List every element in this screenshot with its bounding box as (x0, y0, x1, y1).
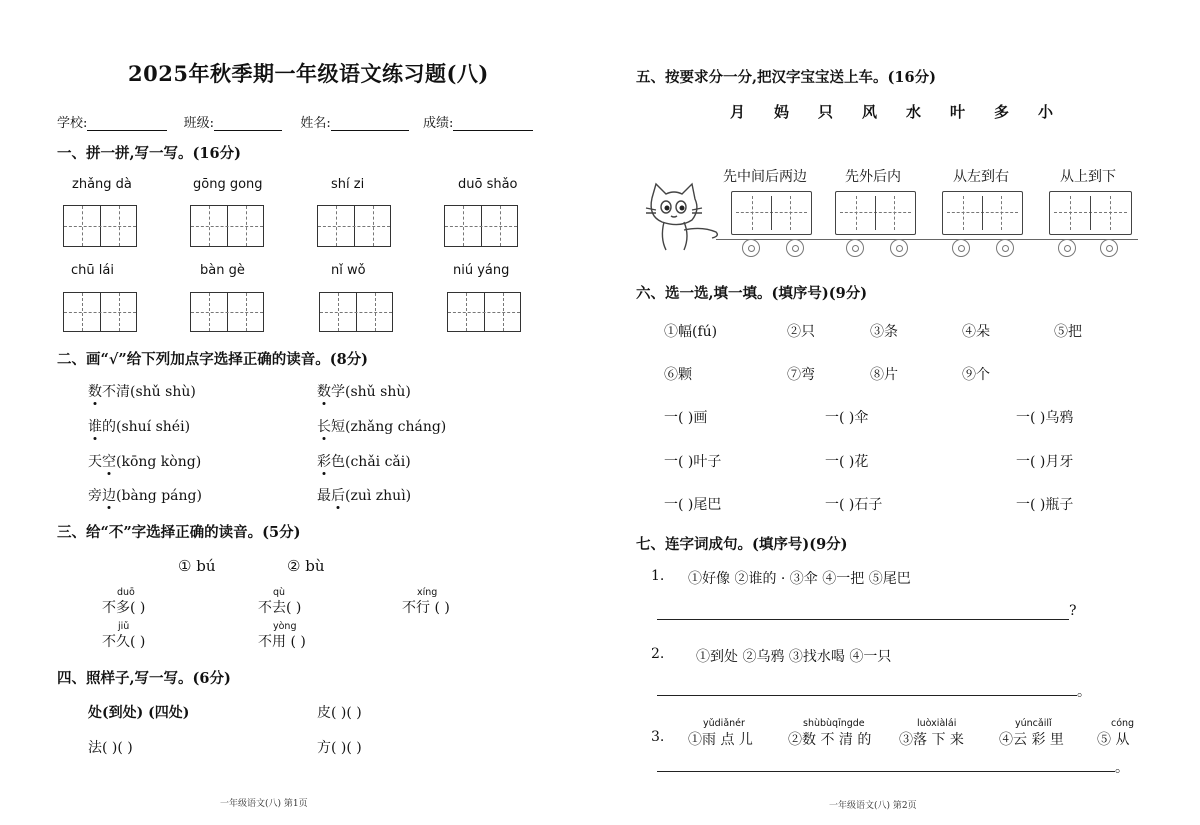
q3-answer-line[interactable] (657, 771, 1115, 772)
q3-pinyin-3: luòxiàlái (917, 718, 957, 729)
train-car-3[interactable] (942, 191, 1023, 235)
bu-option-2: ② bù (287, 557, 325, 575)
bu-item-5-pinyin: yòng (273, 621, 297, 632)
measure-option-5: ⑤把 (1054, 324, 1082, 340)
reading-item-8[interactable]: 最后(zuì zhuì) (317, 485, 411, 505)
q3-number: 3. (651, 729, 665, 745)
wheel-icon (996, 239, 1014, 257)
class-field[interactable] (214, 117, 282, 131)
train-car-4[interactable] (1049, 191, 1132, 235)
section-5-heading: 五、按要求分一分,把汉字宝宝送上车。(16分) (636, 69, 936, 86)
page-title: 2025年秋季期一年级语文练习题(八) (128, 61, 489, 86)
q1-words: ①好像 ②谁的 · ③伞 ④一把 ⑤尾巴 (688, 571, 911, 587)
q3-word-2: ②数 不 清 的 (788, 732, 872, 748)
writing-grid-8[interactable] (447, 292, 521, 332)
pinyin-6: bàn gè (200, 263, 245, 278)
q3-word-3: ③落 下 来 (899, 732, 964, 748)
train-car-2[interactable] (835, 191, 916, 235)
train-label-1: 先中间后两边 (723, 169, 807, 185)
fill-row-3-b[interactable]: 一( )石子 (825, 497, 883, 513)
name-field[interactable] (331, 117, 409, 131)
train-track (716, 239, 1138, 240)
writing-grid-7[interactable] (319, 292, 393, 332)
wheel-icon (890, 239, 908, 257)
section-6-heading: 六、选一选,填一填。(填序号)(9分) (636, 285, 868, 302)
measure-option-1: ①幅(fú) (664, 324, 718, 340)
char-row (730, 101, 1058, 122)
right-footer: 一年级语文(八) 第2页 (829, 801, 917, 811)
reading-item-6[interactable]: 彩色(chǎi cǎi) (317, 451, 411, 471)
wheel-icon (952, 239, 970, 257)
fill-row-3-c[interactable]: 一( )瓶子 (1016, 497, 1074, 513)
cat-icon (640, 180, 730, 260)
school-field[interactable] (87, 117, 167, 131)
pinyin-1: zhǎng dà (72, 177, 132, 192)
reading-item-5[interactable]: 天空(kōng kòng) (88, 451, 201, 471)
school-label: 学校: (57, 116, 88, 131)
q3-pinyin-2: shùbùqīngde (803, 718, 865, 729)
q3-pinyin-1: yǔdiǎnér (703, 718, 745, 729)
fill-pi[interactable]: 皮( )( ) (317, 705, 362, 721)
char-1[interactable]: 月 (730, 103, 746, 121)
writing-grid-6[interactable] (190, 292, 264, 332)
q3-pinyin-5: cóng (1111, 718, 1135, 729)
section-2-heading: 二、画“√”给下列加点字选择正确的读音。(8分) (57, 351, 369, 368)
pinyin-3: shí zi (331, 177, 365, 192)
name-label: 姓名: (300, 116, 331, 131)
section-3-heading: 三、给“不”字选择正确的读音。(5分) (57, 524, 301, 541)
fill-row-2-b[interactable]: 一( )花 (825, 454, 869, 470)
fill-row-1-c[interactable]: 一( )乌鸦 (1016, 410, 1074, 426)
train-label-3: 从左到右 (953, 169, 1009, 185)
bu-item-2-pinyin: qù (273, 587, 286, 598)
wheel-icon (1058, 239, 1076, 257)
fill-row-2-a[interactable]: 一( )叶子 (664, 454, 722, 470)
example-row: 处(到处) (四处) (88, 705, 190, 721)
fill-row-1-a[interactable]: 一( )画 (664, 410, 708, 426)
writing-grid-3[interactable] (317, 205, 391, 247)
pinyin-2: gōng gong (193, 177, 263, 192)
measure-option-3: ③条 (870, 324, 898, 340)
measure-option-7: ⑦弯 (787, 367, 815, 383)
reading-item-4[interactable]: 长短(zhǎng cháng) (317, 416, 446, 436)
measure-option-8: ⑧片 (870, 367, 898, 383)
reading-item-1[interactable]: 数不清(shǔ shù) (88, 381, 196, 401)
pinyin-5: chū lái (71, 263, 114, 278)
bu-item-2[interactable]: 不去( ) (258, 600, 302, 616)
bu-item-5[interactable]: 不用 ( ) (258, 634, 306, 650)
writing-grid-4[interactable] (444, 205, 518, 247)
measure-option-6: ⑥颗 (664, 367, 692, 383)
q2-end-mark: 。 (1077, 684, 1091, 700)
wheel-icon (1100, 239, 1118, 257)
q3-pinyin-4: yúncǎilǐ (1015, 718, 1052, 729)
q3-word-1: ①雨 点 儿 (688, 732, 753, 748)
q2-number: 2. (651, 646, 665, 662)
bu-item-3[interactable]: 不行 ( ) (402, 600, 450, 616)
pinyin-4: duō shǎo (458, 177, 518, 192)
measure-option-9: ⑨个 (962, 367, 990, 383)
fill-row-2-c[interactable]: 一( )月牙 (1016, 454, 1074, 470)
train-label-4: 从上到下 (1060, 169, 1116, 185)
bu-item-1[interactable]: 不多( ) (102, 600, 146, 616)
char-8[interactable]: 小 (1038, 103, 1054, 121)
wheel-icon (742, 239, 760, 257)
char-6[interactable]: 叶 (950, 103, 966, 121)
section-7-heading: 七、连字词成句。(填序号)(9分) (636, 536, 848, 553)
char-2[interactable]: 妈 (774, 103, 790, 121)
fill-fa[interactable]: 法( )( ) (88, 740, 133, 756)
writing-grid-1[interactable] (63, 205, 137, 247)
writing-grid-5[interactable] (63, 292, 137, 332)
q3-word-5: ⑤ 从 (1097, 732, 1130, 748)
reading-item-3[interactable]: 谁的(shuí shéi) (88, 416, 190, 436)
bu-item-1-pinyin: duō (117, 587, 135, 598)
score-field[interactable] (453, 117, 533, 131)
bu-option-1: ① bú (178, 557, 216, 575)
writing-grid-2[interactable] (190, 205, 264, 247)
q3-end-mark: 。 (1115, 760, 1129, 776)
left-footer: 一年级语文(八) 第1页 (220, 799, 308, 809)
bu-item-3-pinyin: xíng (417, 587, 438, 598)
q3-word-4: ④云 彩 里 (999, 732, 1064, 748)
fill-row-3-a[interactable]: 一( )尾巴 (664, 497, 722, 513)
char-5[interactable]: 水 (906, 103, 922, 121)
wheel-icon (846, 239, 864, 257)
q1-number: 1. (651, 568, 665, 584)
char-7[interactable]: 多 (994, 103, 1010, 121)
char-4[interactable]: 风 (862, 103, 878, 121)
pinyin-7: nǐ wǒ (331, 263, 366, 278)
reading-item-2[interactable]: 数学(shǔ shù) (317, 381, 411, 401)
train-car-1[interactable] (731, 191, 812, 235)
score-label: 成绩: (423, 116, 454, 131)
measure-option-4: ④朵 (962, 324, 990, 340)
char-3[interactable]: 只 (818, 103, 834, 121)
section-1-heading: 一、拼一拼,写一写。(16分) (57, 145, 241, 162)
section-4-heading: 四、照样子,写一写。(6分) (57, 670, 231, 687)
wheel-icon (786, 239, 804, 257)
bu-item-4-pinyin: jiǔ (118, 621, 130, 632)
reading-item-7[interactable]: 旁边(bàng páng) (88, 485, 202, 505)
bu-item-4[interactable]: 不久( ) (102, 634, 146, 650)
measure-option-2: ②只 (787, 324, 815, 340)
fill-fang[interactable]: 方( )( ) (317, 740, 362, 756)
pinyin-8: niú yáng (453, 263, 510, 278)
q1-end-mark: ? (1069, 603, 1077, 619)
info-row (57, 112, 533, 131)
q1-answer-line[interactable] (657, 619, 1069, 620)
q2-words: ①到处 ②乌鸦 ③找水喝 ④一只 (696, 649, 892, 665)
class-label: 班级: (183, 116, 215, 131)
q2-answer-line[interactable] (657, 695, 1077, 696)
train-label-2: 先外后内 (845, 169, 901, 185)
fill-row-1-b[interactable]: 一( )伞 (825, 410, 869, 426)
